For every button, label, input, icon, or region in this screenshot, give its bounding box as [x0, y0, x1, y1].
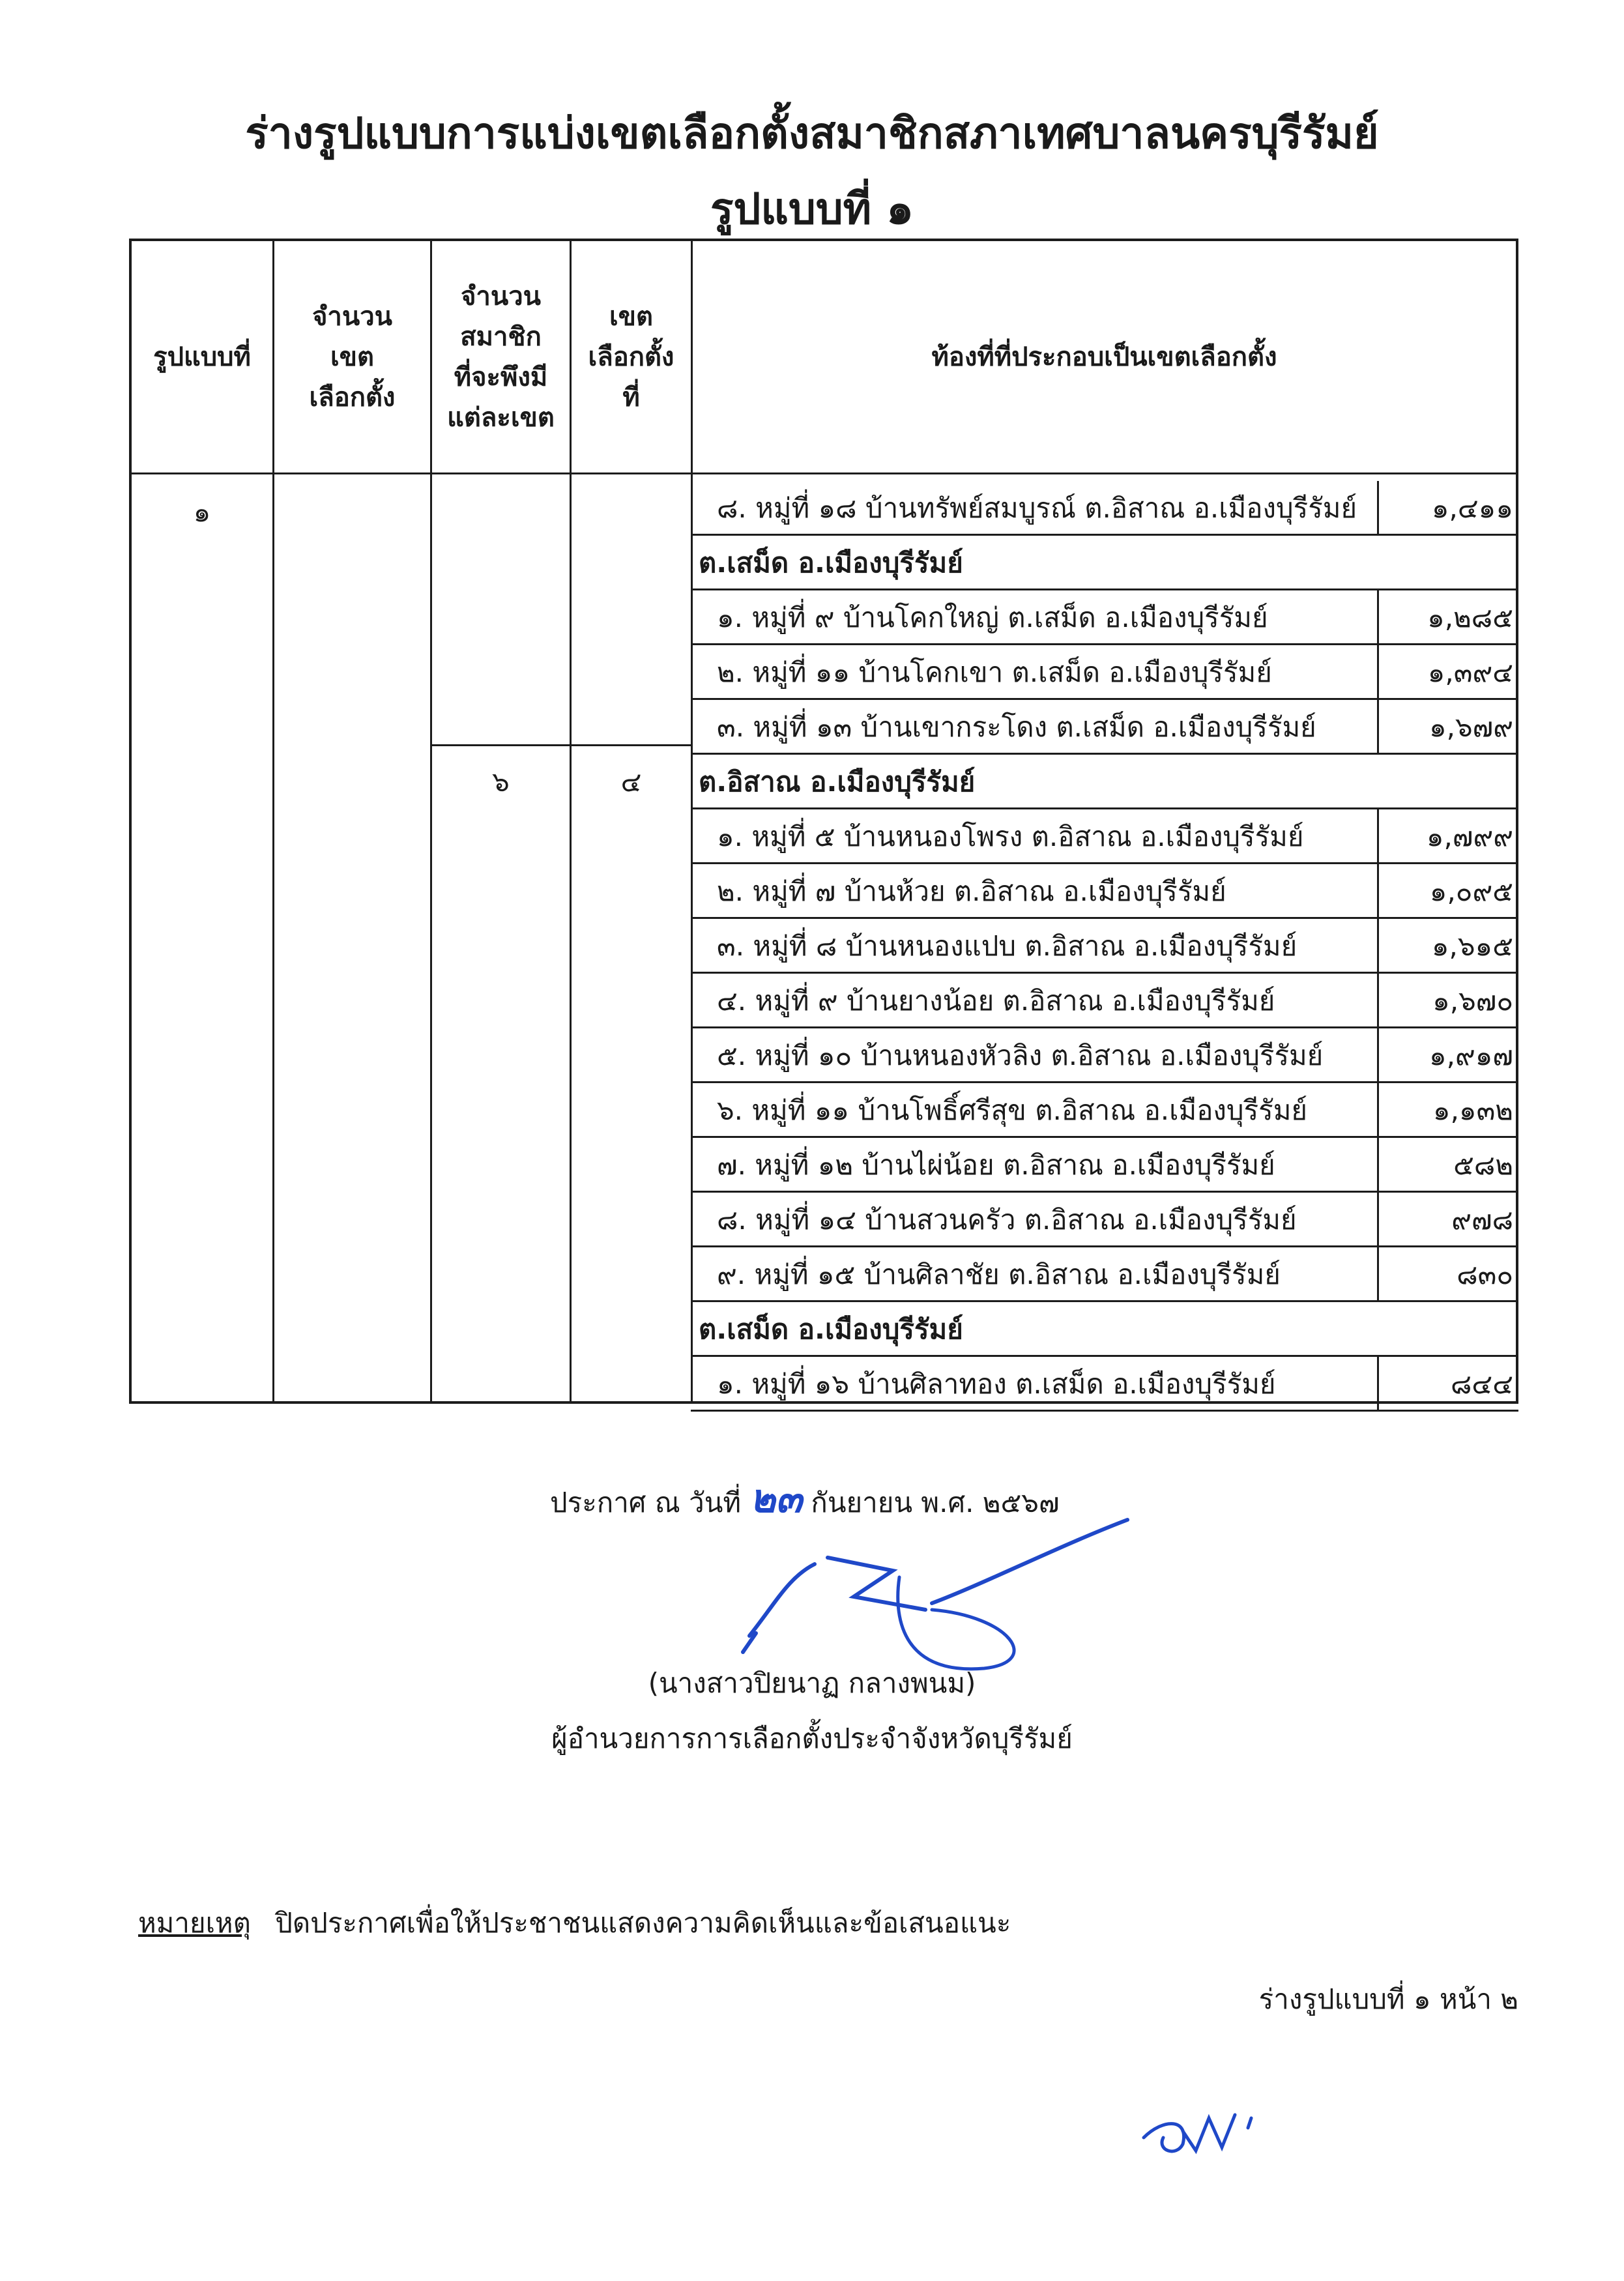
village-row: [691, 1083, 1518, 1138]
village-label: ๙. หมู่ที่ ๑๕ บ้านศิลาชัย ต.อิสาณ อ.เมืองบุรีรัมย์: [717, 1258, 1281, 1290]
document-subtitle: รูปแบบที่ ๑: [710, 184, 914, 234]
village-label: ๓. หมู่ที่ ๘ บ้านหนองแปบ ต.อิสาณ อ.เมืองบุรีรัมย์: [717, 930, 1298, 962]
count-divider: [1377, 1193, 1379, 1247]
village-label: ๑. หมู่ที่ ๙ บ้านโคกใหญ่ ต.เสม็ด อ.เมืองบุรีรัมย์: [717, 602, 1268, 633]
village-row: [691, 1028, 1518, 1083]
village-label: ๒. หมู่ที่ ๑๑ บ้านโคกเขา ต.เสม็ด อ.เมืองบุรีรัมย์: [717, 656, 1272, 688]
village-row: [691, 864, 1518, 919]
count-divider: [1377, 1138, 1379, 1193]
village-label: ๑. หมู่ที่ ๕ บ้านหนองโพรง ต.อิสาณ อ.เมืองบุรีรัมย์: [717, 821, 1304, 852]
voter-count: ๑,๑๓๒: [1432, 1094, 1513, 1126]
count-divider: [1377, 645, 1379, 700]
count-divider: [1377, 919, 1379, 974]
village-row: [691, 590, 1518, 645]
voter-count: ๘๔๔: [1451, 1368, 1513, 1400]
count-divider: [1377, 974, 1379, 1028]
subdistrict-heading: [691, 1302, 1518, 1357]
count-divider: [1377, 864, 1379, 919]
village-row: [691, 1193, 1518, 1247]
signature: [736, 1505, 1140, 1681]
voter-count: ๑,๙๑๗: [1428, 1039, 1513, 1071]
voter-count: ๑,๗๙๙: [1426, 821, 1513, 852]
subdistrict-label: ต.อิสาณ อ.เมืองบุรีรัมย์: [699, 766, 976, 798]
count-divider: [1377, 1028, 1379, 1083]
village-row: [691, 645, 1518, 700]
village-label: ๒. หมู่ที่ ๗ บ้านห้วย ต.อิสาณ อ.เมืองบุรีรัมย์: [717, 875, 1226, 907]
note-label: หมายเหตุ: [138, 1907, 251, 1939]
count-divider: [1377, 809, 1379, 864]
voter-count: ๑,๖๗๐: [1432, 985, 1513, 1017]
row-divider: [430, 744, 691, 746]
voter-count: ๘๓๐: [1457, 1258, 1513, 1290]
note-text: ปิดประกาศเพื่อให้ประชาชนแสดงความคิดเห็นและข้อเสนอแนะ: [275, 1907, 1011, 1939]
announcement-month-year: กันยายน พ.ศ. ๒๕๖๗: [811, 1487, 1060, 1518]
village-row: [691, 481, 1518, 536]
voter-count: ๙๗๘: [1451, 1204, 1513, 1236]
subdistrict-heading: [691, 755, 1518, 809]
village-row: [691, 1357, 1518, 1412]
count-divider: [1377, 1247, 1379, 1302]
note: [138, 1902, 1011, 1945]
signatory-name: (นางสาวปิยนาฏ กลางพนม): [648, 1667, 976, 1699]
village-row: [691, 1247, 1518, 1302]
village-label: ๘. หมู่ที่ ๑๔ บ้านสวนครัว ต.อิสาณ อ.เมืองบุรีรัมย์: [717, 1204, 1297, 1236]
announcement-prefix: ประกาศ ณ วันที่: [550, 1487, 742, 1518]
voter-count: ๑,๖๗๙: [1428, 711, 1513, 743]
handwritten-day: ๒๓: [749, 1476, 803, 1522]
header-district-no: เขต เลือกตั้ง ที่: [588, 301, 674, 413]
village-row: [691, 974, 1518, 1028]
header-area: ท้องที่ที่ประกอบเป็นเขตเลือกตั้ง: [931, 341, 1277, 372]
pattern-value: ๑: [193, 496, 211, 528]
subdistrict-label: ต.เสม็ด อ.เมืองบุรีรัมย์: [699, 1313, 963, 1345]
row-divider: [691, 1410, 1518, 1412]
village-label: ๖. หมู่ที่ ๑๑ บ้านโพธิ์ศรีสุข ต.อิสาณ อ.เมืองบุรีรัมย์: [717, 1094, 1307, 1126]
count-divider: [1377, 590, 1379, 645]
signatory-position: ผู้อำนวยการการเลือกตั้งประจำจังหวัดบุรีรัมย์: [551, 1722, 1073, 1754]
count-divider: [1377, 700, 1379, 755]
voter-count: ๑,๒๘๕: [1427, 602, 1513, 633]
voter-count: ๑,๓๙๔: [1427, 656, 1513, 688]
header-members-per-district: จำนวน สมาชิก ที่จะพึงมี แต่ละเขต: [447, 281, 555, 433]
village-label: ๑. หมู่ที่ ๑๖ บ้านศิลาทอง ต.เสม็ด อ.เมืองบุรีรัมย์: [717, 1368, 1276, 1400]
village-label: ๔. หมู่ที่ ๙ บ้านยางน้อย ต.อิสาณ อ.เมืองบุรีรัมย์: [717, 985, 1275, 1017]
document-title: ร่างรูปแบบการแบ่งเขตเลือกตั้งสมาชิกสภาเทศบาลนครบุรีรัมย์: [245, 108, 1379, 158]
count-divider: [1377, 481, 1379, 536]
village-label: ๕. หมู่ที่ ๑๐ บ้านหนองหัวลิง ต.อิสาณ อ.เมืองบุรีรัมย์: [717, 1039, 1324, 1071]
village-row: [691, 1138, 1518, 1193]
village-row: [691, 919, 1518, 974]
voter-count: ๑,๐๙๕: [1429, 875, 1513, 907]
district-value: ๔: [620, 766, 642, 798]
village-label: ๓. หมู่ที่ ๑๓ บ้านเขากระโดง ต.เสม็ด อ.เมืองบุรีรัมย์: [717, 711, 1316, 743]
header-divider: [132, 472, 1516, 474]
header-num-districts: จำนวน เขต เลือกตั้ง: [309, 301, 396, 413]
page-label: ร่างรูปแบบที่ ๑ หน้า ๒: [1258, 1983, 1518, 2015]
village-label: ๘. หมู่ที่ ๑๘ บ้านทรัพย์สมบูรณ์ ต.อิสาณ อ.เมืองบุรีรัมย์: [717, 492, 1357, 524]
initials-signature: [1137, 2092, 1287, 2164]
village-label: ๗. หมู่ที่ ๑๒ บ้านไผ่น้อย ต.อิสาณ อ.เมืองบุรีรัมย์: [717, 1149, 1275, 1181]
voter-count: ๕๘๒: [1453, 1149, 1513, 1181]
subdistrict-label: ต.เสม็ด อ.เมืองบุรีรัมย์: [699, 547, 963, 579]
members-value: ๖: [492, 766, 510, 798]
voter-count: ๑,๔๑๑: [1431, 492, 1513, 524]
voter-count: ๑,๖๑๕: [1431, 930, 1513, 962]
count-divider: [1377, 1357, 1379, 1412]
count-divider: [1377, 1083, 1379, 1138]
village-row: [691, 809, 1518, 864]
village-row: [691, 700, 1518, 755]
header-pattern: รูปแบบที่: [153, 341, 251, 372]
subdistrict-heading: [691, 536, 1518, 590]
